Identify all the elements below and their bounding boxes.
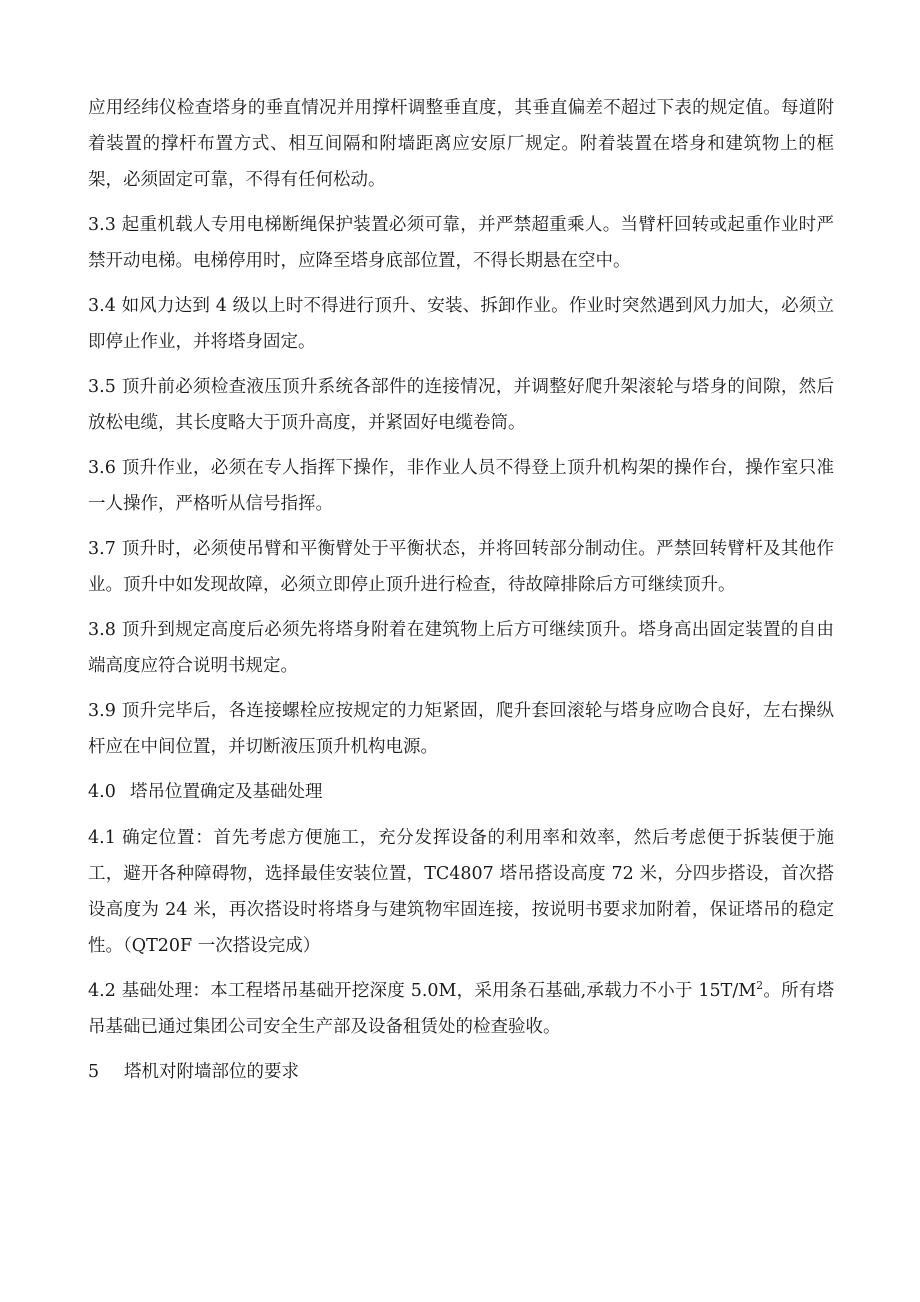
section-title: 塔机对附墙部位的要求 [124, 1062, 299, 1082]
paragraph-3-9: 3.9 顶升完毕后，各连接螺栓应按规定的力矩紧固，爬升套回滚轮与塔身应吻合良好，左右操纵杆应在中间位置，并切断液压顶升机构电源。 [88, 701, 834, 757]
paragraph-4-2 [88, 973, 834, 1045]
paragraph-4-1: 4.1 确定位置：首先考虑方便施工，充分发挥设备的利用率和效率，然后考虑便于拆装便于施工，避开各种障碍物，选择最佳安装位置，TC4807 塔吊搭设高度 72 米，分四步搭设，首次搭设高度为 24 米，再次搭设时将塔身与建筑物牢固连接，按说明书要求加附着，保证塔吊的稳定性。（QT20F 一次搭设完成） [88, 828, 834, 956]
paragraph-3-6: 3.6 顶升作业，必须在专人指挥下操作，非作业人员不得登上顶升机构架的操作台，操作室只准一人操作，严格听从信号指挥。 [88, 458, 834, 514]
section-title: 塔吊位置确定及基础处理 [130, 782, 323, 802]
paragraph-3-3: 3.3 起重机载人专用电梯断绳保护装置必须可靠，并严禁超重乘人。当臂杆回转或起重作业时严禁开动电梯。电梯停用时，应降至塔身底部位置，不得长期悬在空中。 [88, 215, 834, 271]
paragraph-4-2-text-end: 。所有塔吊基础已通过集团公司安全生产部及设备租赁处的检查验收。 [88, 981, 835, 1037]
paragraph-3-5: 3.5 顶升前必须检查液压顶升系统各部件的连接情况，并调整好爬升架滚轮与塔身的间隙，然后放松电缆，其长度略大于顶升高度，并紧固好电缆卷筒。 [88, 377, 834, 433]
section-number: 5 [88, 1062, 100, 1082]
superscript-exponent: 2 [756, 979, 764, 993]
paragraph-intro: 应用经纬仪检查塔身的垂直情况并用撑杆调整垂直度，其垂直偏差不超过下表的规定值。每道附着装置的撑杆布置方式、相互间隔和附墙距离应安原厂规定。附着装置在塔身和建筑物上的框架，必须固定可靠，不得有任何松动。 [88, 98, 834, 190]
paragraph-4-2-text: 4.2 基础处理：本工程塔吊基础开挖深度 5.0M，采用条石基础,承载力不小于 15T/M [88, 981, 757, 1001]
document-page [88, 90, 834, 1100]
paragraph-3-4: 3.4 如风力达到 4 级以上时不得进行顶升、安装、拆卸作业。作业时突然遇到风力加大，必须立即停止作业，并将塔身固定。 [88, 296, 834, 352]
paragraph-3-7: 3.7 顶升时，必须使吊臂和平衡臂处于平衡状态，并将回转部分制动住。严禁回转臂杆及其他作业。顶升中如发现故障，必须立即停止顶升进行检查，待故障排除后方可继续顶升。 [88, 539, 834, 595]
section-heading-5 [88, 1054, 834, 1090]
section-heading-4 [88, 774, 834, 810]
paragraph-3-8: 3.8 顶升到规定高度后必须先将塔身附着在建筑物上后方可继续顶升。塔身高出固定装置的自由端高度应符合说明书规定。 [88, 620, 834, 676]
section-number: 4.0 [88, 782, 116, 802]
